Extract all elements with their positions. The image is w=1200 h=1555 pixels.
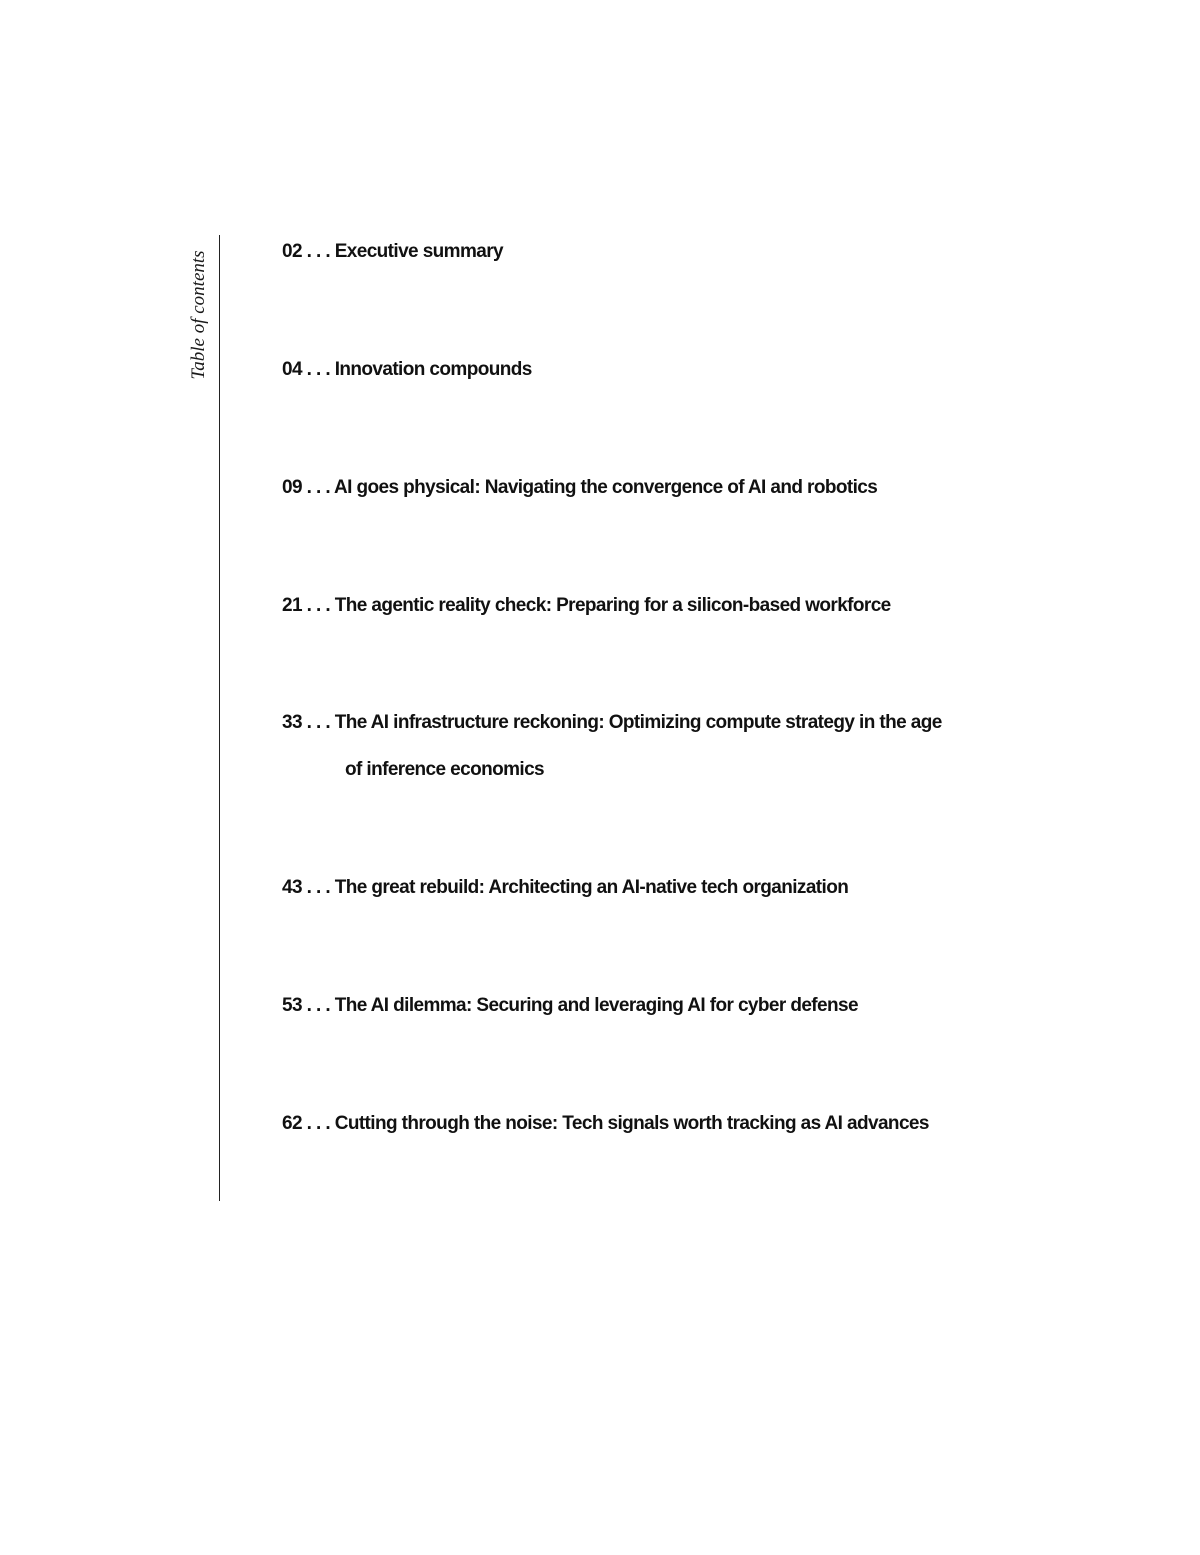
toc-title: AI goes physical: Navigating the convergence of AI and robotics	[333, 477, 878, 498]
toc-entry-ai-infrastructure-reckoning[interactable]	[282, 699, 1002, 793]
toc-page-number: 43	[282, 877, 302, 898]
toc-dots: . . .	[301, 359, 335, 380]
toc-entry-ai-goes-physical[interactable]	[282, 464, 1002, 511]
toc-entry-ai-dilemma[interactable]	[282, 982, 1002, 1029]
toc-page-number: 33	[282, 712, 302, 733]
toc-entry-agentic-reality-check[interactable]	[282, 582, 1002, 629]
toc-dots: . . .	[301, 712, 335, 733]
toc-page-number: 62	[282, 1113, 302, 1134]
toc-dots: . . .	[301, 477, 334, 498]
toc-title: The great rebuild: Architecting an AI-native tech organization	[334, 877, 849, 898]
toc-title: The agentic reality check: Preparing for a silicon-based workforce	[334, 595, 891, 616]
toc-entry-great-rebuild[interactable]	[282, 864, 1002, 911]
toc-entry-executive-summary[interactable]	[282, 228, 1002, 275]
toc-page-number: 04	[282, 359, 302, 380]
toc-title: Innovation compounds	[334, 359, 532, 380]
toc-dots: . . .	[301, 877, 335, 898]
toc-dots: . . .	[301, 595, 335, 616]
toc-title: Cutting through the noise: Tech signals worth tracking as AI advances	[334, 1113, 929, 1134]
toc-dots: . . .	[301, 1113, 335, 1134]
toc-title: The AI dilemma: Securing and leveraging AI for cyber defense	[334, 995, 858, 1016]
toc-page-number: 09	[282, 477, 302, 498]
toc-page-number: 53	[282, 995, 302, 1016]
toc-title-continuation: of inference economics	[345, 759, 545, 780]
toc-entry-innovation-compounds[interactable]	[282, 346, 1002, 393]
toc-title: The AI infrastructure reckoning: Optimizing compute strategy in the age	[334, 712, 942, 733]
table-of-contents-heading: Table of contents	[188, 250, 209, 380]
toc-dots: . . .	[301, 241, 335, 262]
vertical-divider	[219, 235, 220, 1201]
toc-page-number: 21	[282, 595, 302, 616]
toc-page-number: 02	[282, 241, 302, 262]
toc-dots: . . .	[301, 995, 335, 1016]
toc-title: Executive summary	[334, 241, 503, 262]
toc-entry-cutting-through-the-noise[interactable]	[282, 1100, 1002, 1147]
